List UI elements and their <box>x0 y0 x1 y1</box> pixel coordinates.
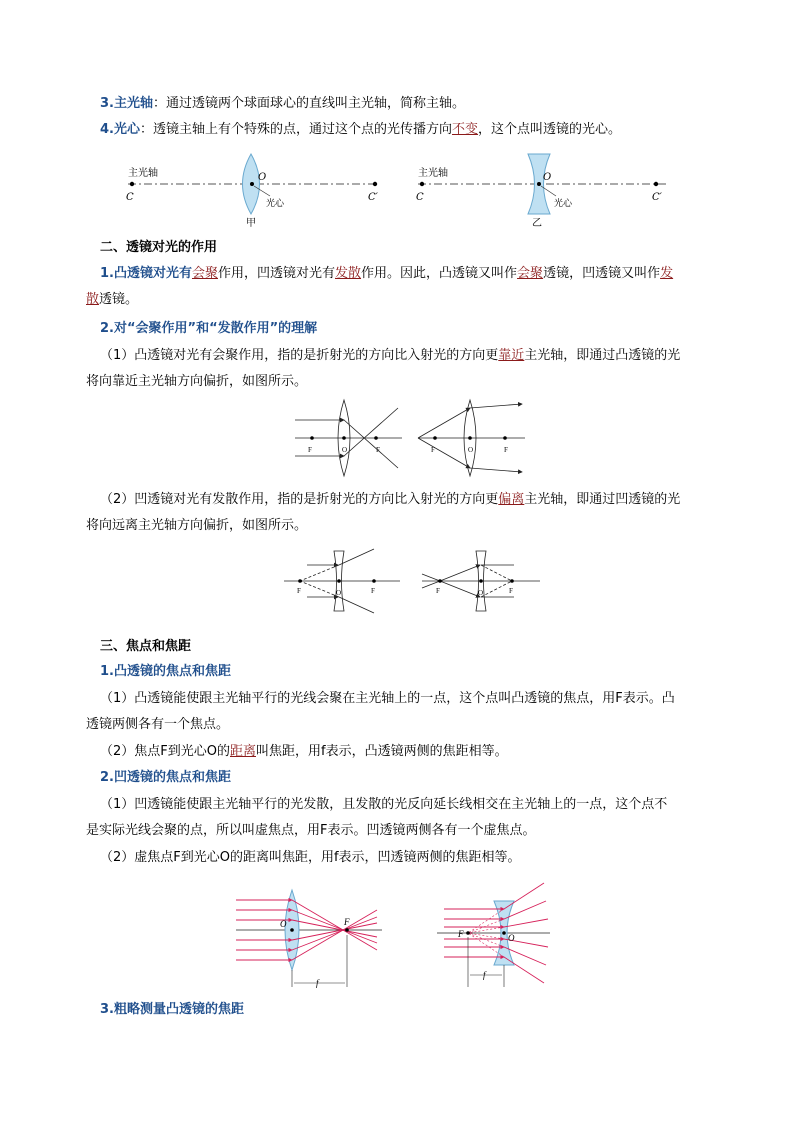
concave-explain-line1 <box>100 491 680 509</box>
main-axis-number: 3. <box>100 96 114 111</box>
underline-converge-1: 会聚 <box>191 266 218 281</box>
convex-explain-line2: 将向靠近主光轴方向偏折，如图所示。 <box>86 374 308 389</box>
left-c2-label: C′ <box>368 192 378 203</box>
main-axis-heading: 主光轴 <box>113 96 153 111</box>
convex-focus-p1b: 透镜两侧各有一个焦点。 <box>86 717 230 732</box>
concave-focus-p3a: （1）凹透镜能使跟主光轴平行的光发散，且发散的光反向延长线相交在主光轴上的一点，这个点不 <box>100 797 668 812</box>
left-o-label: O <box>258 172 267 183</box>
concave-focus-p3b: 是实际光线会聚的点，所以叫虚焦点，用F表示。凹透镜两侧各有一个虚焦点。 <box>86 823 536 838</box>
left-center-label: 光心 <box>266 198 285 208</box>
understanding-heading: 2.对“会聚作用”和“发散作用”的理解 <box>100 321 318 336</box>
optical-center-underlined: 不变 <box>452 122 479 137</box>
underline-diverge-2b: 散 <box>86 292 100 307</box>
left-caption: 甲 <box>246 218 256 229</box>
convex-left-f1: F <box>308 446 312 454</box>
concave-left-f2: F <box>371 587 375 595</box>
measure-focus-heading: 3.粗略测量凸透镜的焦距 <box>100 1002 244 1017</box>
lens-effect-text-c: 作用。因此，凸透镜又叫作 <box>361 266 518 281</box>
right-o-label: O <box>543 172 552 183</box>
optical-center-text-b: ，这个点叫透镜的光心。 <box>478 122 622 137</box>
right-center-label: 光心 <box>554 198 573 208</box>
concave-focus-heading: 2.凹透镜的焦点和焦距 <box>100 770 231 785</box>
section-three-title: 三、焦点和焦距 <box>100 639 192 654</box>
lens-effect-text-e: 透镜。 <box>99 292 139 307</box>
convex-focus-p2-a: （2）焦点F到光心O的 <box>100 744 230 759</box>
concave-explain-a: （2）凹透镜对光有发散作用，指的是折射光的方向比入射光的方向更 <box>100 492 499 507</box>
concave-left-o: O <box>336 589 342 597</box>
convex-right-o: O <box>468 446 474 454</box>
lens-effect-text-d: 透镜，凹透镜又叫作 <box>543 266 661 281</box>
concave-explain-b: 主光轴，即通过凹透镜的光 <box>524 492 681 507</box>
convex-left-o: O <box>342 446 348 454</box>
convex-right-f2: F <box>504 446 508 454</box>
underline-away: 偏离 <box>498 492 525 507</box>
underline-converge-2: 会聚 <box>517 266 544 281</box>
optical-center-heading: 光心 <box>113 122 140 137</box>
lens-effect-para-line2 <box>86 291 138 309</box>
concave-left-f1: F <box>297 587 301 595</box>
concave-right-o: O <box>478 589 484 597</box>
concave-focus-p4: （2）虚焦点F到光心O的距离叫焦距，用f表示，凹透镜两侧的焦距相等。 <box>100 850 521 865</box>
focal-concave-f-length: f <box>483 970 486 980</box>
convex-focus-p2 <box>100 743 508 761</box>
focal-length-figure <box>232 875 552 993</box>
main-axis-text: ：通过透镜两个球面球心的直线叫主光轴，简称主轴。 <box>153 96 466 111</box>
convex-focus-p1a: （1）凸透镜能使跟主光轴平行的光线会聚在主光轴上的一点，这个点叫凸透镜的焦点，用F表示。凸 <box>100 691 675 706</box>
focal-convex-f-length: f <box>316 978 319 988</box>
convex-explain-b: 主光轴，即通过凸透镜的光 <box>524 348 681 363</box>
convex-focus-heading: 1.凸透镜的焦点和焦距 <box>100 664 231 679</box>
concave-explain-line2: 将向远离主光轴方向偏折，如图所示。 <box>86 518 308 533</box>
focal-concave-f: F <box>458 929 464 939</box>
underline-diverge-1: 发散 <box>335 266 362 281</box>
right-c2-label: C′ <box>652 192 662 203</box>
concave-right-f2: F <box>509 587 513 595</box>
convex-explain-line1 <box>100 347 680 365</box>
lens-effect-text-b: 作用，凹透镜对光有 <box>218 266 336 281</box>
left-axis-label: 主光轴 <box>128 168 158 179</box>
underline-distance: 距离 <box>229 744 256 759</box>
right-c-label: C <box>416 192 424 203</box>
convex-focus-p2-b: 叫焦距，用f表示，凸透镜两侧的焦距相等。 <box>256 744 508 759</box>
right-caption: 乙 <box>532 218 542 229</box>
right-axis-label: 主光轴 <box>418 168 448 179</box>
optical-center-number: 4. <box>100 122 114 137</box>
focal-concave-o: O <box>508 933 515 943</box>
underline-closer: 靠近 <box>498 348 525 363</box>
left-c-label: C <box>126 192 134 203</box>
section-two-title: 二、透镜对光的作用 <box>100 240 218 255</box>
convex-right-f1: F <box>431 446 435 454</box>
focal-convex-f: F <box>344 917 350 927</box>
convex-lens-figure <box>290 398 530 486</box>
underline-diverge-2a: 发 <box>660 266 674 281</box>
lens-effect-para-line1 <box>100 265 673 283</box>
convex-left-f2: F <box>376 446 380 454</box>
convex-explain-a: （1）凸透镜对光有会聚作用，指的是折射光的方向比入射光的方向更 <box>100 348 499 363</box>
concave-lens-figure <box>282 545 544 617</box>
focal-convex-o: O <box>280 919 287 929</box>
lens-effect-intro: 1.凸透镜对光有 <box>100 266 192 281</box>
concave-right-f1: F <box>436 587 440 595</box>
lens-axis-figure <box>118 150 688 230</box>
optical-center-text-a: ：透镜主轴上有个特殊的点，通过这个点的光传播方向 <box>140 122 453 137</box>
